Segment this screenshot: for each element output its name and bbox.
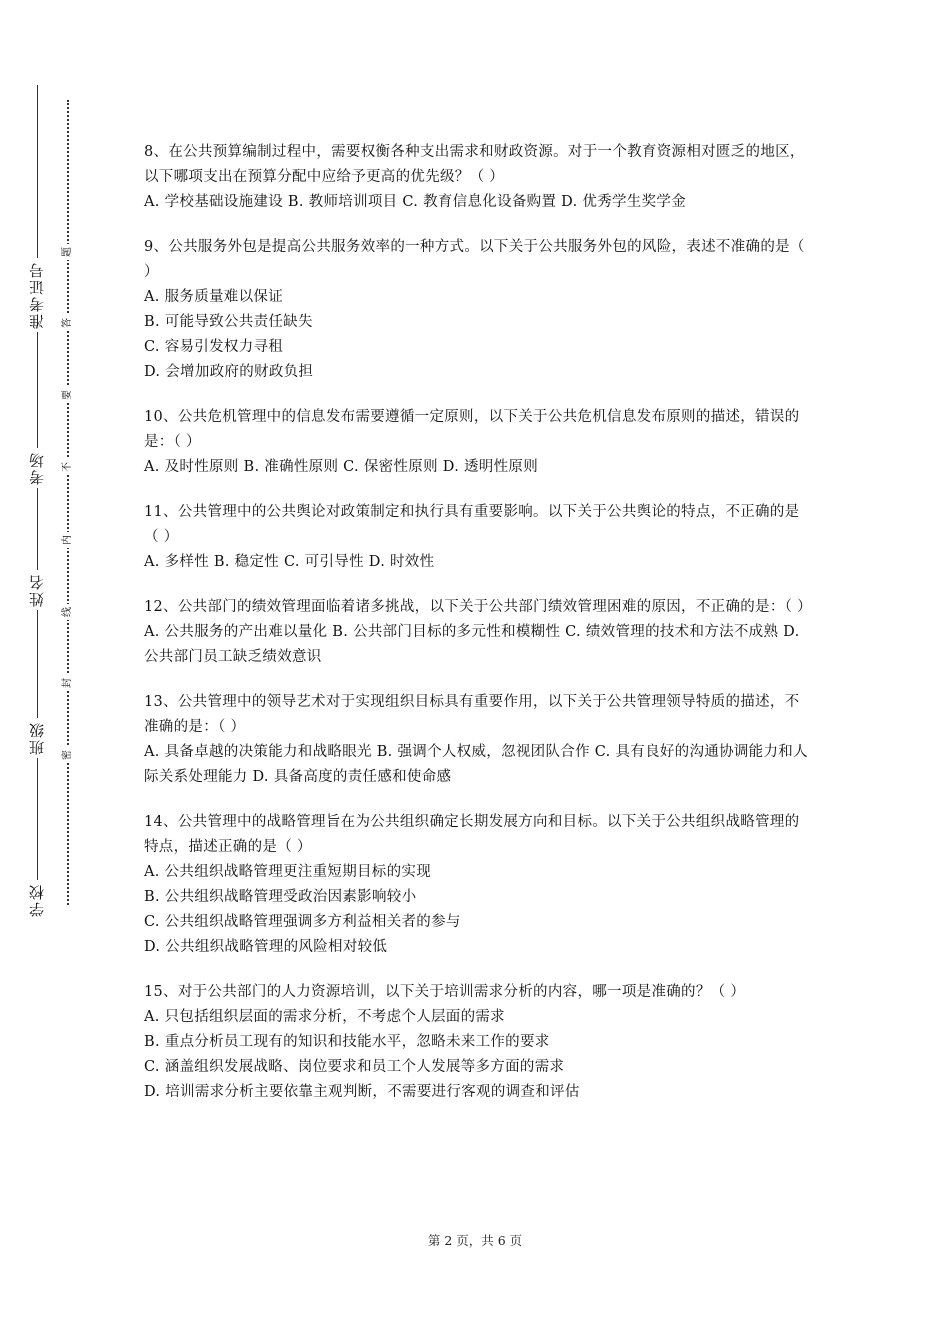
question-option: B. 重点分析员工现有的知识和技能水平，忽略未来工作的要求 [144, 1034, 550, 1050]
label-exam-number: 准考证号 [21, 258, 53, 332]
question-text: 14、公共管理中的战略管理旨在为公共组织确定长期发展方向和目标。以下关于公共组织战略管理的特点，描述正确的是（ ） [144, 814, 800, 855]
question-option: D. 培训需求分析主要依靠主观判断，不需要进行客观的调查和评估 [144, 1084, 580, 1100]
binding-solid-line [37, 85, 38, 900]
page-number-footer: 第 2 页，共 6 页 [427, 1233, 523, 1248]
seal-char: 题 [61, 244, 75, 260]
question-14 [144, 810, 812, 960]
question-12 [144, 595, 812, 670]
question-option: D. 公共组织战略管理的风险相对较低 [144, 939, 388, 955]
binding-dotted-line [67, 100, 69, 905]
seal-char: 要 [61, 387, 75, 403]
seal-char: 内 [61, 532, 75, 548]
question-option: A. 及时性原则 B. 准确性原则 C. 保密性原则 D. 透明性原则 [144, 459, 539, 475]
question-13 [144, 690, 812, 790]
question-text: 9、公共服务外包是提高公共服务效率的一种方式。以下关于公共服务外包的风险，表述不准确的是（ ） [144, 239, 805, 280]
seal-char: 不 [61, 459, 75, 475]
seal-char: 封 [61, 675, 75, 691]
seal-char: 密 [61, 747, 75, 763]
seal-char: 答 [61, 315, 75, 331]
question-text: 10、公共危机管理中的信息发布需要遵循一定原则，以下关于公共危机信息发布原则的描述，错误的是：（ ） [144, 409, 800, 450]
question-option: A. 公共服务的产出难以量化 B. 公共部门目标的多元性和模糊性 C. 绩效管理的技术和方法不成熟 D. 公共部门员工缺乏绩效意识 [144, 624, 805, 665]
question-11 [144, 500, 812, 575]
question-option: B. 公共组织战略管理受政治因素影响较小 [144, 889, 417, 905]
question-text: 13、公共管理中的领导艺术对于实现组织目标具有重要作用，以下关于公共管理领导特质的描述，不准确的是：（ ） [144, 694, 800, 735]
question-option: C. 容易引发权力寻租 [144, 339, 284, 355]
question-10 [144, 405, 812, 480]
label-name: 姓名 [21, 570, 53, 610]
binding-strip [0, 0, 110, 1344]
question-option: A. 具备卓越的决策能力和战略眼光 B. 强调个人权威，忽视团队合作 C. 具有良好的沟通协调能力和人际关系处理能力 D. 具备高度的责任感和使命感 [144, 744, 808, 785]
question-option: C. 涵盖组织发展战略、岗位要求和员工个人发展等多方面的需求 [144, 1059, 565, 1075]
question-option: A. 公共组织战略管理更注重短期目标的实现 [144, 864, 431, 880]
seal-char: 线 [61, 604, 75, 620]
label-class: 班级 [21, 718, 53, 758]
question-option: A. 服务质量难以保证 [144, 289, 283, 305]
question-option: A. 只包括组织层面的需求分析，不考虑个人层面的需求 [144, 1009, 505, 1025]
question-9 [144, 235, 812, 385]
question-text: 12、公共部门的绩效管理面临着诸多挑战，以下关于公共部门绩效管理困难的原因，不正确的是：（ ） [144, 599, 812, 615]
question-15 [144, 980, 812, 1105]
question-option: A. 多样性 B. 稳定性 C. 可引导性 D. 时效性 [144, 554, 435, 570]
label-school: 学校 [21, 880, 53, 920]
question-option: A. 学校基础设施建设 B. 教师培训项目 C. 教育信息化设备购置 D. 优秀学生奖学金 [144, 194, 687, 210]
label-exam-room: 考场 [21, 448, 53, 488]
question-text: 15、对于公共部门的人力资源培训，以下关于培训需求分析的内容，哪一项是准确的？（ ） [144, 984, 746, 1000]
question-8 [144, 140, 812, 215]
question-list [144, 140, 812, 1125]
question-option: C. 公共组织战略管理强调多方利益相关者的参与 [144, 914, 461, 930]
question-option: B. 可能导致公共责任缺失 [144, 314, 313, 330]
question-option: D. 会增加政府的财政负担 [144, 364, 314, 380]
question-text: 11、公共管理中的公共舆论对政策制定和执行具有重要影响。以下关于公共舆论的特点，不正确的是（ ） [144, 504, 800, 545]
question-text: 8、在公共预算编制过程中，需要权衡各种支出需求和财政资源。对于一个教育资源相对匮乏的地区，以下哪项支出在预算分配中应给予更高的优先级？（ ） [144, 144, 805, 185]
